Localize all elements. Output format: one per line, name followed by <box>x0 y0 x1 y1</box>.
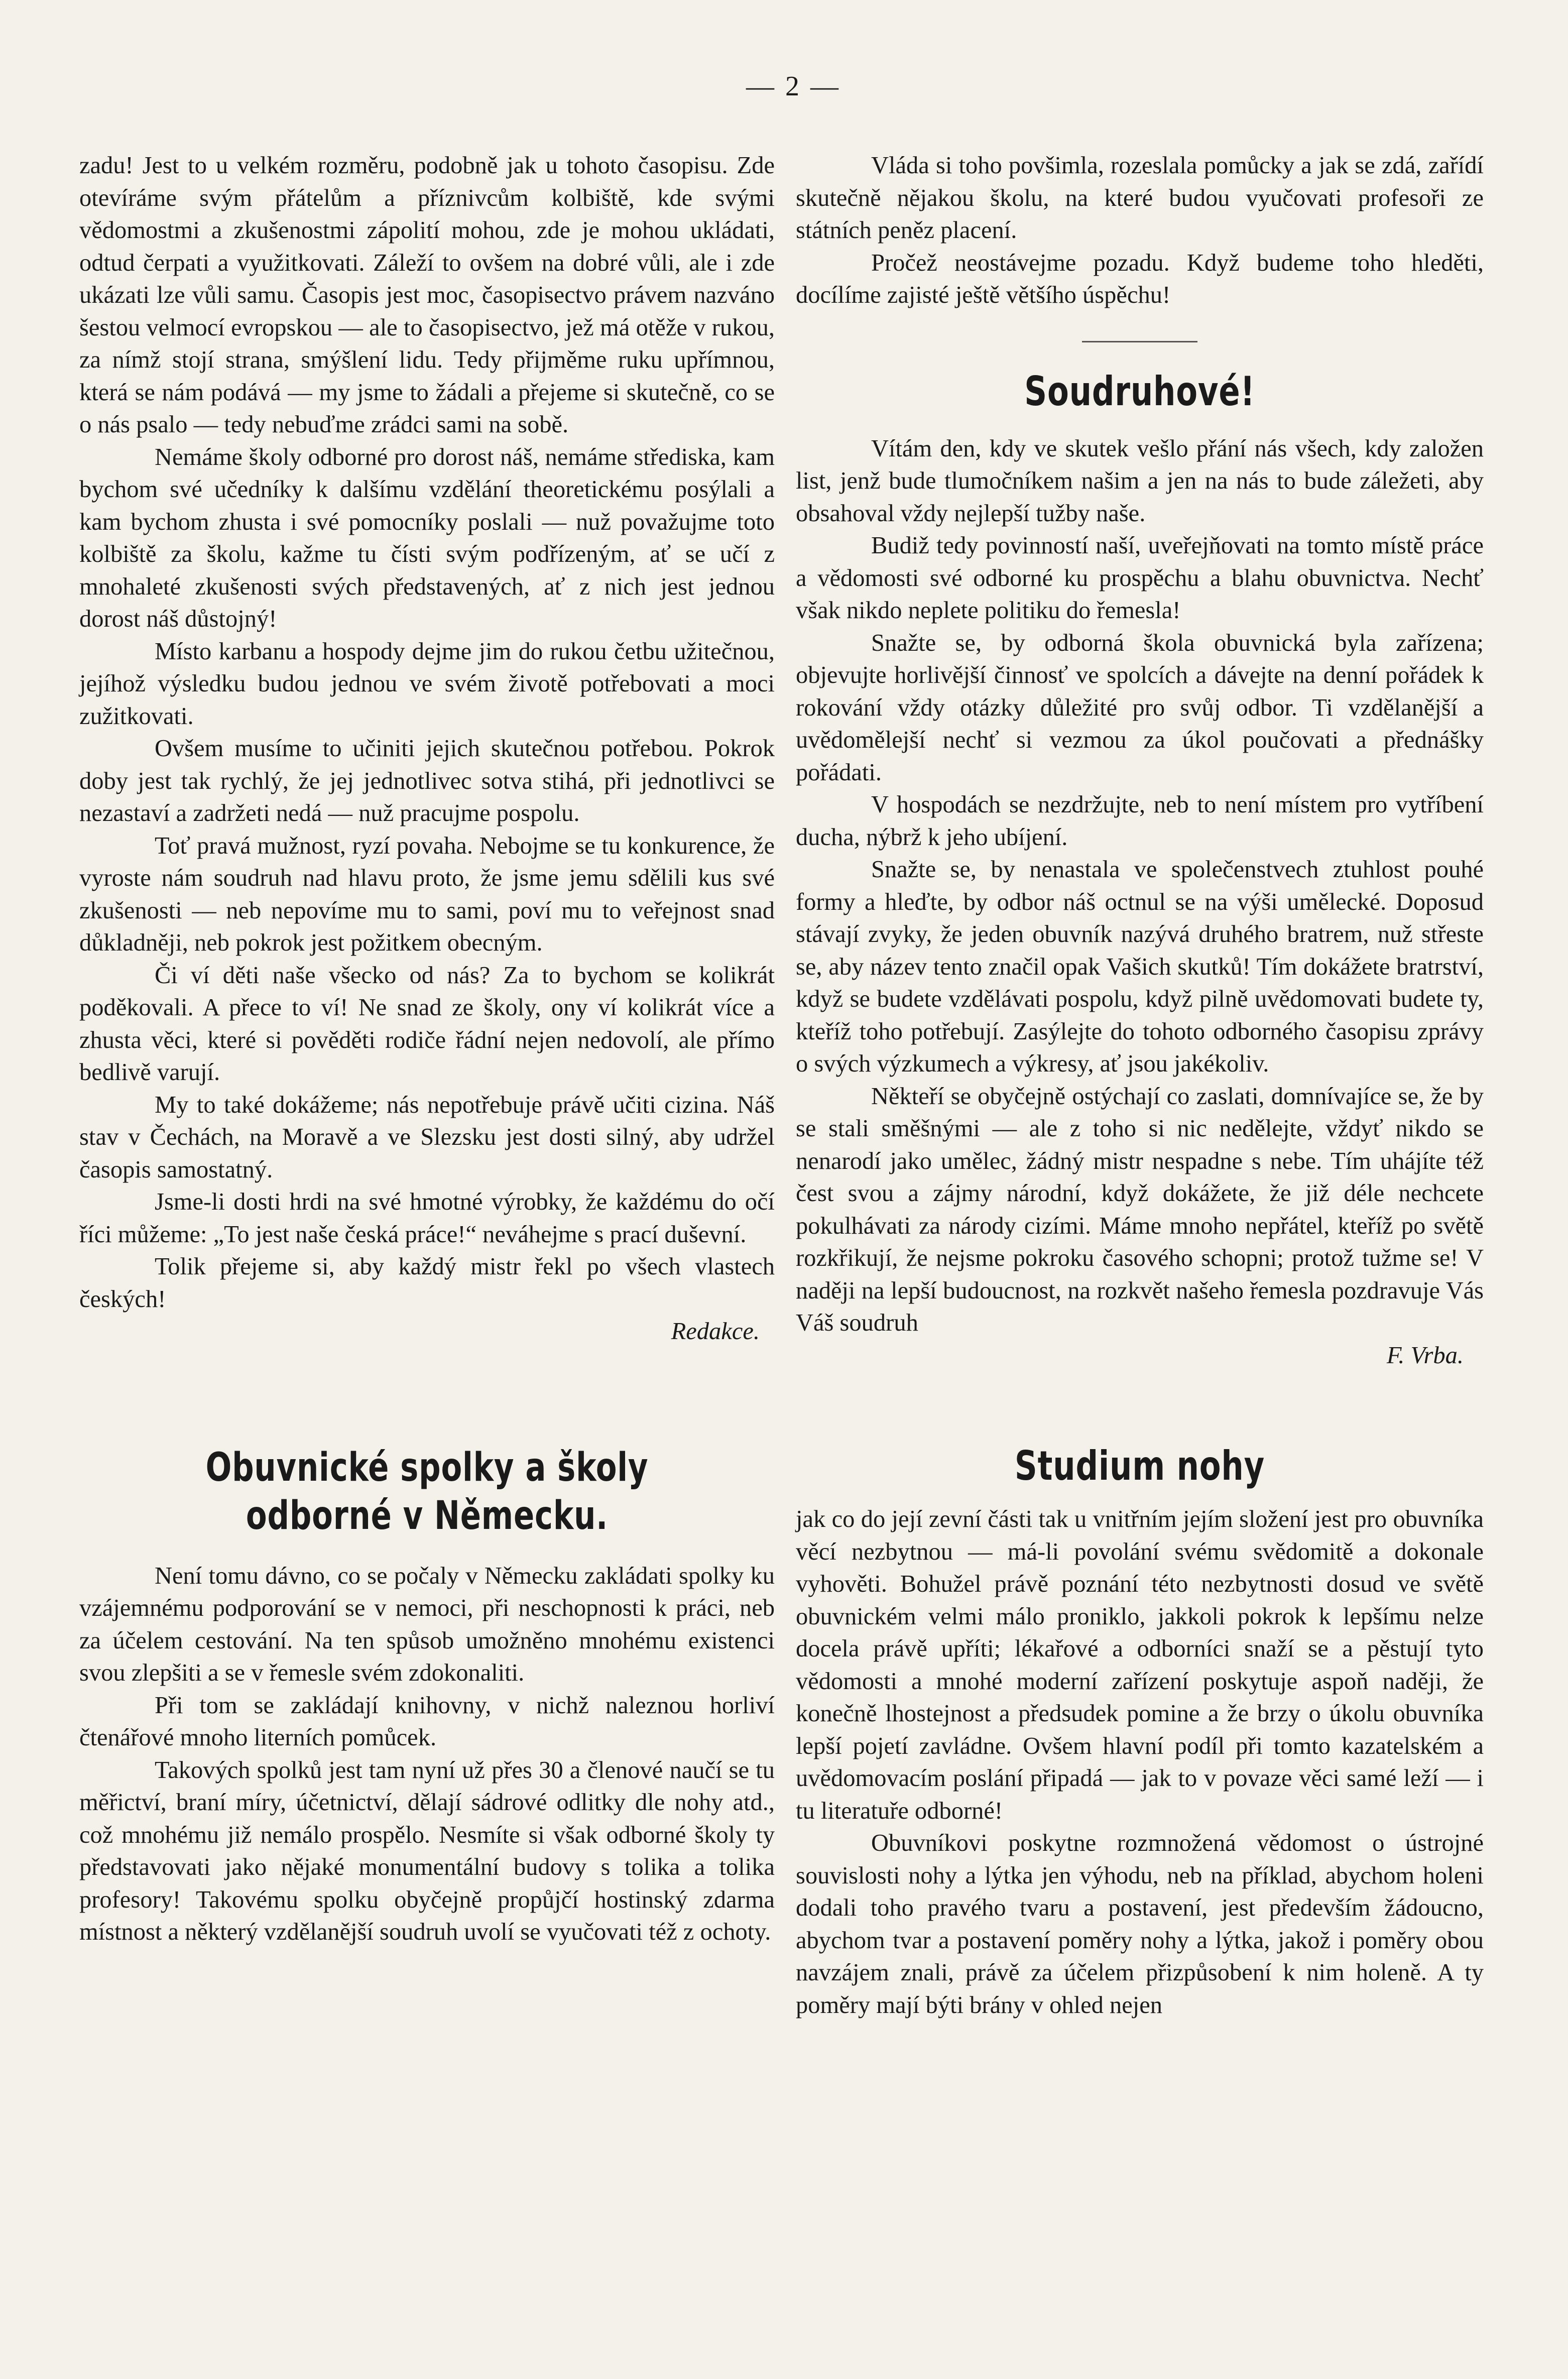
paragraph: My to také dokážeme; nás nepotřebuje právě učiti cizina. Náš stav v Čechách, na Moravě a ve Slezsku jest dosti silný, aby udržel časopis samostatný. <box>79 1091 775 1183</box>
article-heading-soudruhove: Soudruhové! <box>1024 368 1255 415</box>
article-heading-studium-nohy: Studium nohy <box>1014 1443 1265 1489</box>
paragraph: Není tomu dávno, co se počaly v Německu zakládati spolky ku vzájemnému podporování se v nemoci, při neschopnosti k práci, neb za účelem cestování. Na ten spůsob umožněno mnohému existenci svou zlepšiti a se v řemesle svém zdokonaliti. <box>79 1562 775 1686</box>
paragraph: Takových spolků jest tam nyní už přes 30 a členové naučí se tu měřictví, braní míry, účetnictví, dělají sádrové odlitky dle nohy atd., což mnohému již nemálo prospělo. Nesmíte si však odborné školy ty představovati jako nějaké monumentální budovy s tolika a tolika profesory! Takovému spolku obyčejně propůjčí hostinský zdarma místnost a některý vzdělanější soudruh uvolí se vyučovati též z ochoty. <box>79 1756 775 1945</box>
paragraph: Někteří se obyčejně ostýchají co zaslati, domnívajíce se, že by se stali směšnými — ale z toho si nic nedělejte, vždyť nikdo se nenarodí jako umělec, žádný mistr nespadne s nebe. Tím uhájíte též čest svou a zájmy národní, když dokážete, že již déle nechcete pokulhávati za národy cizími. Máme mnoho nepřátel, kteříž po světě rozkřikují, že nejsme pokroku časového schopni; protož tužme se! V naději na lepší budoucnost, na rozkvět našeho řemesla pozdravuje Vás Váš soudruh <box>796 1083 1484 1336</box>
paragraph: Při tom se zakládají knihovny, v nichž naleznou horliví čtenářové mnoho literních pomůcek. <box>79 1692 775 1751</box>
left-column <box>79 150 775 1949</box>
signature-f-vrba: F. Vrba. <box>1386 1342 1464 1369</box>
paragraph: Toť pravá mužnost, ryzí povaha. Nebojme se tu konkurence, že vyroste nám soudruh nad hlavu proto, že jsme jemu sdělili kus své zkušenosti — neb nepovíme mu to sami, poví mu to veřejnost snad důkladněji, neb pokrok jest požitkem obecným. <box>79 832 775 956</box>
paragraph: Obuvníkovi poskytne rozmnožená vědomost o ústrojné souvislosti nohy a lýtka jen výhodu, neb na příklad, abychom holeni dodali toho pravého tvaru a postavení, jest především žádoucno, abychom tvar a postavení poměry nohy a lýtka, jakož i poměry obou navzájem znali, právě za účelem přizpůsobení k nim holeně. A ty poměry mají býti brány v ohled nejen <box>796 1830 1484 2018</box>
paragraph: Ovšem musíme to učiniti jejich skutečnou potřebou. Pokrok doby jest tak rychlý, že jej jednotlivec sotva stihá, při jednotlivci se nezastaví a zadržeti nedá — nuž pracujme pospolu. <box>79 735 775 826</box>
paragraph: Jsme-li dosti hrdi na své hmotné výrobky, že každému do očí říci můžeme: „To jest naše česká práce!“ neváhejme s prací duševní. <box>79 1188 775 1248</box>
page-number: — 2 — <box>746 71 840 102</box>
paragraph: Pročež neostávejme pozadu. Když budeme toho hleděti, docílíme zajisté ještě většího úspěchu! <box>796 249 1484 308</box>
paragraph: jak co do její zevní části tak u vnitřním jejím složení jest pro obuvníka věcí nezbytnou — má-li povolání svému svědomitě a dokonale vyhověti. Bohužel právě poznání této nezbytnosti dosud ve světě obuvnickém velmi málo proniklo, jakkoli pokrok k lepšímu nelze docela právě upříti; lékařové a odborníci snaží se a pěstují tyto vědomosti a mnohé moderní zařízení poskytuje aspoň naději, že konečně lhostejnost a předsudek pomine a že brzy o úkolu obuvníka lepší pojetí zavládne. Ovšem hlavní podíl při tomto kazatelském a uvědomovacím poslání připadá — jak to v povaze věci samé leží — i tu literatuře odborné! <box>796 1506 1484 1824</box>
right-column <box>796 150 1484 2021</box>
paragraph: Místo karbanu a hospody dejme jim do rukou četbu užitečnou, jejíhož výsledku budou jednou ve svém životě potřebovati a moci zužitkovati. <box>79 638 775 730</box>
paragraph: zadu! Jest to u velkém rozměru, podobně jak u tohoto časopisu. Zde otevíráme svým přátelům a příznivcům kolbiště, kde svými vědomostmi a zkušenostmi zápolití mohou, zde je mohou ukládati, odtud čerpati a využitkovati. Záleží to ovšem na dobré vůli, ale i zde ukázati lze vůli samu. Časopis jest moc, časopisectvo právem nazváno šestou velmocí evropskou — ale to časopisectvo, jež má otěže v rukou, za nímž stojí strana, smýšlení lidu. Tedy přijměme ruku upřímnou, která se nám podává — my jsme to žádali a přejeme si skutečně, co se o nás psalo — tedy nebuďme zrádci sami na sobě. <box>79 152 775 438</box>
paragraph: Vláda si toho povšimla, rozeslala pomůcky a jak se zdá, zařídí skutečně nějakou školu, na které budou vyučovati profesoři ze státních peněz placení. <box>796 152 1484 244</box>
paragraph: Nemáme školy odborné pro dorost náš, nemáme střediska, kam bychom své učedníky k dalšímu vzdělání theoretickému posýlali a kam bychom zhusta i své pomocníky poslali — nuž považujme toto kolbiště za školu, kažme tu čísti svým podřízeným, ať se učí z mnohaleté zkušenosti svých představených, ať z nich jest jednou dorost náš důstojný! <box>79 443 775 632</box>
paragraph: Budiž tedy povinností naší, uveřejňovati na tomto místě práce a vědomosti své odborné ku prospěchu a blahu obuvnictva. Nechť však nikdo neplete politiku do řemesla! <box>796 532 1484 624</box>
signature-line <box>796 1340 1484 1372</box>
paragraph: V hospodách se nezdržujte, neb to není místem pro vytříbení ducha, nýbrž k jeho ubíjení. <box>796 791 1484 851</box>
section-divider <box>1082 341 1197 342</box>
article-heading-obuvnicke-spolky: Obuvnické spolky a školy odborné v Německu. <box>205 1445 649 1538</box>
paragraph: Snažte se, by nenastala ve společenstvech ztuhlost pouhé formy a hleďte, by odbor náš octnul se na výši umělecké. Doposud stávají zvyky, že jeden obuvník nazývá druhého bratrem, nuž střeste se, aby název tento značil opak Vašich skutků! Tím dokážete bratrství, když se budete vzdělávati pospolu, když pilně uvědomovati budete ty, kteříž toho potřebují. Zasýlejte do tohoto odborného časopisu zprávy o svých výzkumech a výkresy, ať jsou jakékoliv. <box>796 856 1484 1077</box>
signature-redakce: Redakce. <box>671 1318 760 1345</box>
paragraph: Tolik přejeme si, aby každý mistr řekl po všech vlastech českých! <box>79 1253 775 1313</box>
paragraph: Či ví děti naše všecko od nás? Za to bychom se kolikrát poděkovali. A přece to ví! Ne snad ze školy, ony ví kolikrát více a zhusta věci, které si pověděti rodiče řádní nejen nedovolí, ale přímo bedlivě varují. <box>79 962 775 1086</box>
paragraph: Snažte se, by odborná škola obuvnická byla zařízena; objevujte horlivější činnosť ve spolcích a dávejte na denní pořádek k rokování vždy otázky důležité pro svůj odbor. Ti vzdělanější a uvědomělejší nechť si vezmou za úkol poučovati a přednášky pořádati. <box>796 629 1484 786</box>
paragraph: Vítám den, kdy ve skutek vešlo přání nás všech, kdy založen list, jenž bude tlumočníkem našim a jen na nás to bude záležeti, aby obsahoval vždy nejlepší tužby naše. <box>796 435 1484 527</box>
